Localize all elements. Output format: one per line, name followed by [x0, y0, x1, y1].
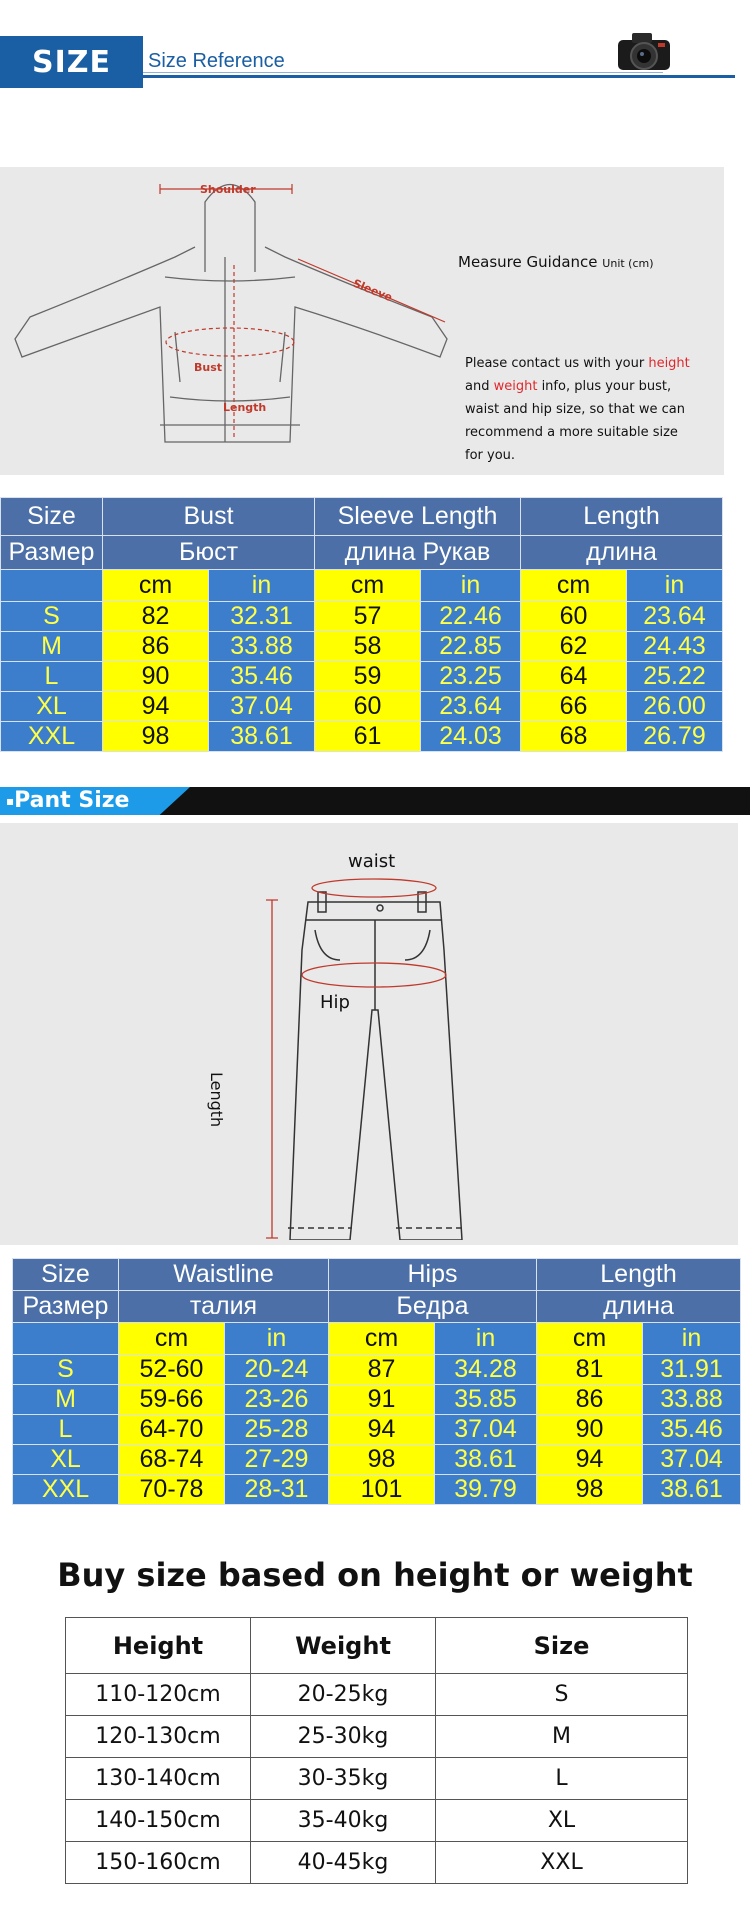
header-divider-thin: [143, 72, 663, 73]
unit-cm: cm: [119, 1323, 225, 1355]
value-cell: 37.04: [209, 692, 315, 722]
value-cell: 25-28: [225, 1415, 329, 1445]
unit-cm: cm: [521, 570, 627, 602]
size-badge: SIZE: [0, 36, 143, 88]
height-cell: 130-140cm: [66, 1758, 251, 1800]
value-cell: 98: [537, 1475, 643, 1505]
size-cell: XL: [436, 1800, 688, 1842]
value-cell: 27-29: [225, 1445, 329, 1475]
value-cell: 34.28: [435, 1355, 537, 1385]
unit-in: in: [435, 1323, 537, 1355]
pant-length-label: Length: [207, 1072, 226, 1128]
table-row: [66, 1800, 688, 1842]
bust-header: Bust: [103, 498, 315, 536]
value-cell: 70-78: [119, 1475, 225, 1505]
length-header: Length: [521, 498, 723, 536]
value-cell: 87: [329, 1355, 435, 1385]
table-row: [13, 1415, 741, 1445]
size-cell: XXL: [1, 722, 103, 752]
value-cell: 23-26: [225, 1385, 329, 1415]
bust-label: Bust: [194, 361, 223, 374]
table-row: [13, 1385, 741, 1415]
table-row: [1, 722, 723, 752]
size-cell: S: [1, 602, 103, 632]
size-cell: L: [13, 1415, 119, 1445]
value-cell: 60: [521, 602, 627, 632]
size-header-en: Size: [13, 1259, 119, 1291]
size-cell: XXL: [436, 1842, 688, 1884]
value-cell: 35.46: [643, 1415, 741, 1445]
value-cell: 37.04: [435, 1415, 537, 1445]
value-cell: 37.04: [643, 1445, 741, 1475]
unit-in: in: [627, 570, 723, 602]
value-cell: 58: [315, 632, 421, 662]
value-cell: 39.79: [435, 1475, 537, 1505]
size-cell: L: [1, 662, 103, 692]
value-cell: 24.43: [627, 632, 723, 662]
value-cell: 81: [537, 1355, 643, 1385]
value-cell: 26.79: [627, 722, 723, 752]
measure-guidance-title: Measure Guidance Unit (cm): [458, 253, 654, 271]
value-cell: 35.46: [209, 662, 315, 692]
value-cell: 22.85: [421, 632, 521, 662]
hip-label: Hip: [320, 992, 350, 1013]
weight-cell: 25-30kg: [251, 1716, 436, 1758]
height-weight-size-table: [65, 1617, 688, 1884]
unit-in: in: [209, 570, 315, 602]
waistline-header: Waistline: [119, 1259, 329, 1291]
value-cell: 23.25: [421, 662, 521, 692]
value-cell: 59-66: [119, 1385, 225, 1415]
weight-cell: 35-40kg: [251, 1800, 436, 1842]
value-cell: 38.61: [435, 1445, 537, 1475]
length-label: Length: [223, 401, 267, 414]
weight-header: Weight: [251, 1618, 436, 1674]
value-cell: 61: [315, 722, 421, 752]
size-cell: S: [13, 1355, 119, 1385]
value-cell: 94: [537, 1445, 643, 1475]
pant-size-table: [12, 1258, 741, 1505]
size-reference-heading: Size Reference: [148, 50, 285, 72]
size-cell: M: [436, 1716, 688, 1758]
value-cell: 33.88: [643, 1385, 741, 1415]
size-header-ru: Размер: [13, 1291, 119, 1323]
height-cell: 140-150cm: [66, 1800, 251, 1842]
value-cell: 68-74: [119, 1445, 225, 1475]
table-row: [1, 692, 723, 722]
jacket-size-table: [0, 497, 723, 752]
value-cell: 91: [329, 1385, 435, 1415]
table-row: [13, 1445, 741, 1475]
value-cell: 62: [521, 632, 627, 662]
table-row: [66, 1716, 688, 1758]
value-cell: 64: [521, 662, 627, 692]
unit-cm: cm: [103, 570, 209, 602]
value-cell: 25.22: [627, 662, 723, 692]
length-header-ru: длина: [521, 536, 723, 570]
value-cell: 33.88: [209, 632, 315, 662]
table-row: [66, 1674, 688, 1716]
value-cell: 98: [329, 1445, 435, 1475]
sleeve-length-header: Sleeve Length: [315, 498, 521, 536]
value-cell: 82: [103, 602, 209, 632]
value-cell: 90: [537, 1415, 643, 1445]
sleeve-label: Sleeve: [351, 276, 395, 305]
value-cell: 90: [103, 662, 209, 692]
bust-header-ru: Бюст: [103, 536, 315, 570]
unit-cm: cm: [315, 570, 421, 602]
size-header-en: Size: [1, 498, 103, 536]
weight-cell: 40-45kg: [251, 1842, 436, 1884]
value-cell: 101: [329, 1475, 435, 1505]
height-cell: 110-120cm: [66, 1674, 251, 1716]
size-cell: XXL: [13, 1475, 119, 1505]
table-row: [1, 602, 723, 632]
waistline-header-ru: талия: [119, 1291, 329, 1323]
pant-length-header-ru: длина: [537, 1291, 741, 1323]
value-cell: 23.64: [627, 602, 723, 632]
value-cell: 86: [103, 632, 209, 662]
pant-length-header: Length: [537, 1259, 741, 1291]
size-cell: S: [436, 1674, 688, 1716]
table-row: [1, 662, 723, 692]
value-cell: 98: [103, 722, 209, 752]
value-cell: 20-24: [225, 1355, 329, 1385]
hips-header-ru: Бедра: [329, 1291, 537, 1323]
weight-cell: 30-35kg: [251, 1758, 436, 1800]
value-cell: 24.03: [421, 722, 521, 752]
value-cell: 66: [521, 692, 627, 722]
sleeve-length-header-ru: длина Рукав: [315, 536, 521, 570]
value-cell: 59: [315, 662, 421, 692]
jacket-diagram: [0, 167, 460, 475]
value-cell: 94: [329, 1415, 435, 1445]
table-row: [13, 1355, 741, 1385]
weight-cell: 20-25kg: [251, 1674, 436, 1716]
pant-size-title: ▪Pant Size: [6, 788, 130, 813]
unit-cm: cm: [329, 1323, 435, 1355]
value-cell: 22.46: [421, 602, 521, 632]
size-advice-note: Please contact us with your height and weight info, plus your bust, waist and hip size, so that we can recommend a more suitable size for you.: [465, 356, 690, 463]
unit-in: in: [421, 570, 521, 602]
value-cell: 94: [103, 692, 209, 722]
value-cell: 86: [537, 1385, 643, 1415]
value-cell: 35.85: [435, 1385, 537, 1415]
value-cell: 64-70: [119, 1415, 225, 1445]
value-cell: 26.00: [627, 692, 723, 722]
table-row: [1, 632, 723, 662]
value-cell: 31.91: [643, 1355, 741, 1385]
value-cell: 38.61: [209, 722, 315, 752]
value-cell: 38.61: [643, 1475, 741, 1505]
size-cell: XL: [13, 1445, 119, 1475]
table-row: [13, 1475, 741, 1505]
value-cell: 23.64: [421, 692, 521, 722]
waist-label: waist: [348, 851, 396, 872]
table-row: [66, 1758, 688, 1800]
hips-header: Hips: [329, 1259, 537, 1291]
value-cell: 60: [315, 692, 421, 722]
size-header: Size: [436, 1618, 688, 1674]
size-cell: XL: [1, 692, 103, 722]
unit-cm: cm: [537, 1323, 643, 1355]
value-cell: 68: [521, 722, 627, 752]
height-cell: 120-130cm: [66, 1716, 251, 1758]
unit-in: in: [643, 1323, 741, 1355]
value-cell: 52-60: [119, 1355, 225, 1385]
value-cell: 57: [315, 602, 421, 632]
unit-in: in: [225, 1323, 329, 1355]
value-cell: 32.31: [209, 602, 315, 632]
value-cell: 28-31: [225, 1475, 329, 1505]
size-cell: M: [13, 1385, 119, 1415]
camera-icon: [614, 28, 676, 76]
height-cell: 150-160cm: [66, 1842, 251, 1884]
size-cell: L: [436, 1758, 688, 1800]
size-cell: M: [1, 632, 103, 662]
shoulder-label: Shoulder: [200, 183, 256, 196]
table-row: [66, 1842, 688, 1884]
pant-diagram: [240, 860, 490, 1240]
size-header-ru: Размер: [1, 536, 103, 570]
height-header: Height: [66, 1618, 251, 1674]
buy-size-title: Buy size based on height or weight: [57, 1556, 693, 1594]
